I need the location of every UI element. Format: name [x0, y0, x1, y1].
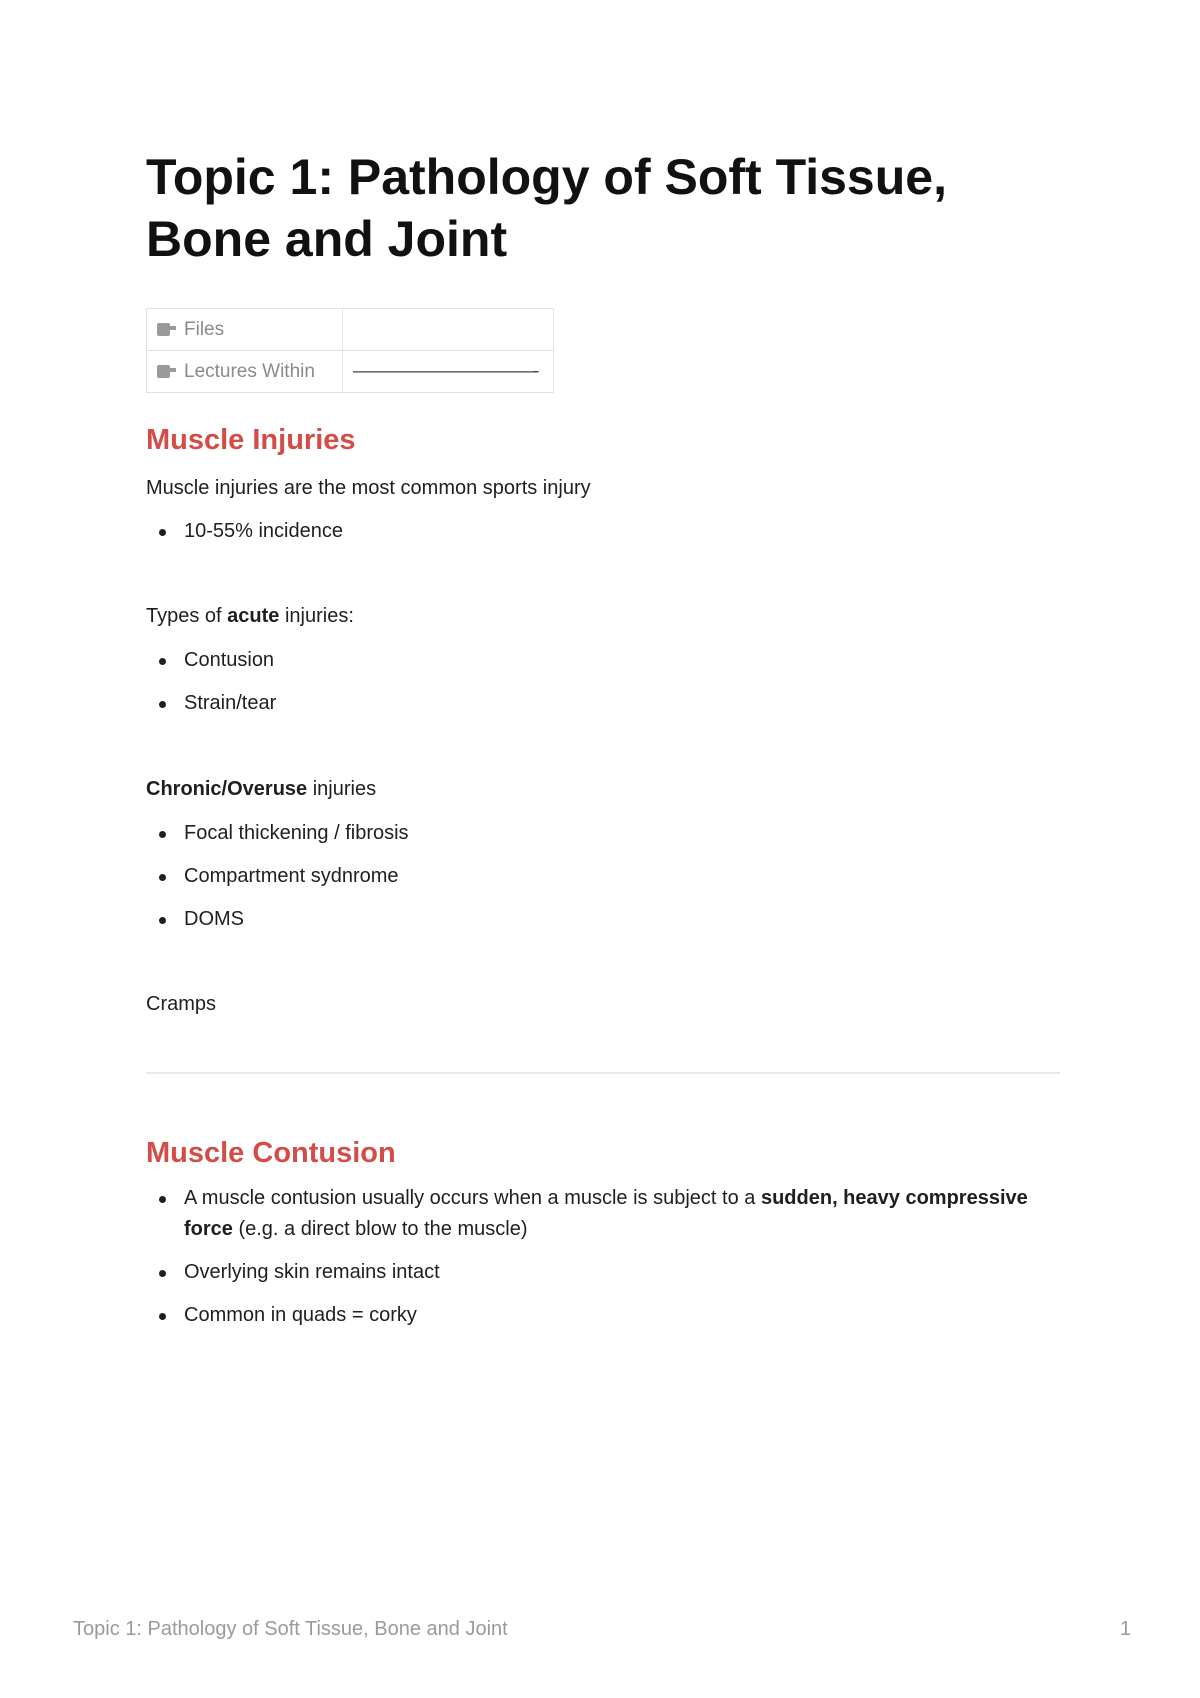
list-item: Overlying skin remains intact [146, 1257, 1066, 1288]
page-title-line-1: Topic 1: Pathology of Soft Tissue, [146, 149, 947, 205]
list-item: Common in quads = corky [146, 1300, 1066, 1331]
heading-muscle-injuries: Muscle Injuries [146, 424, 356, 456]
property-value-files[interactable] [343, 309, 554, 351]
paragraph-intro: Muscle injuries are the most common sports injury [146, 477, 591, 499]
list-item [146, 1183, 1066, 1245]
property-key-files [147, 309, 343, 351]
divider [146, 1072, 1060, 1074]
properties-table [146, 308, 554, 393]
list-item: DOMS [146, 904, 1066, 935]
bullet-list-contusion [146, 1183, 1066, 1343]
text: Types of [146, 605, 228, 627]
bullet-list-incidence [146, 516, 1066, 559]
page-title-line-2: Bone and Joint [146, 211, 508, 267]
list-item: Strain/tear [146, 688, 1066, 719]
bullet-list-chronic [146, 818, 1066, 947]
list-item: Focal thickening / fibrosis [146, 818, 1066, 849]
bold-text: Chronic/Overuse [146, 778, 308, 800]
list-item: Contusion [146, 645, 1066, 676]
text: (e.g. a direct blow to the muscle) [232, 1218, 528, 1240]
text: A muscle contusion usually occurs when a muscle is subject to a [184, 1187, 761, 1209]
paragraph-chronic [146, 778, 376, 801]
page-title [146, 146, 1046, 270]
text: injuries [307, 778, 377, 800]
property-key-label: Files [184, 318, 225, 340]
property-value-lectures-within[interactable]: ——————————- [343, 351, 554, 393]
heading-muscle-contusion: Muscle Contusion [146, 1137, 396, 1169]
list-property-icon [157, 323, 176, 336]
footer-title: Topic 1: Pathology of Soft Tissue, Bone and Joint [73, 1618, 508, 1640]
bullet-list-acute [146, 645, 1066, 731]
list-item: 10-55% incidence [146, 516, 1066, 547]
footer-page-number: 1 [1120, 1618, 1132, 1640]
property-key-lectures-within [147, 351, 343, 393]
list-property-icon [157, 365, 176, 378]
property-row-files [147, 309, 554, 351]
bold-text: acute [227, 605, 280, 627]
text: injuries: [279, 605, 354, 627]
property-row-lectures-within [147, 351, 554, 393]
paragraph-cramps: Cramps [146, 993, 217, 1015]
list-item: Compartment sydnrome [146, 861, 1066, 892]
bold-text: sudden, heavy compressive force [184, 1187, 1028, 1240]
paragraph-acute-types [146, 605, 354, 628]
property-key-label: Lectures Within [184, 360, 315, 382]
